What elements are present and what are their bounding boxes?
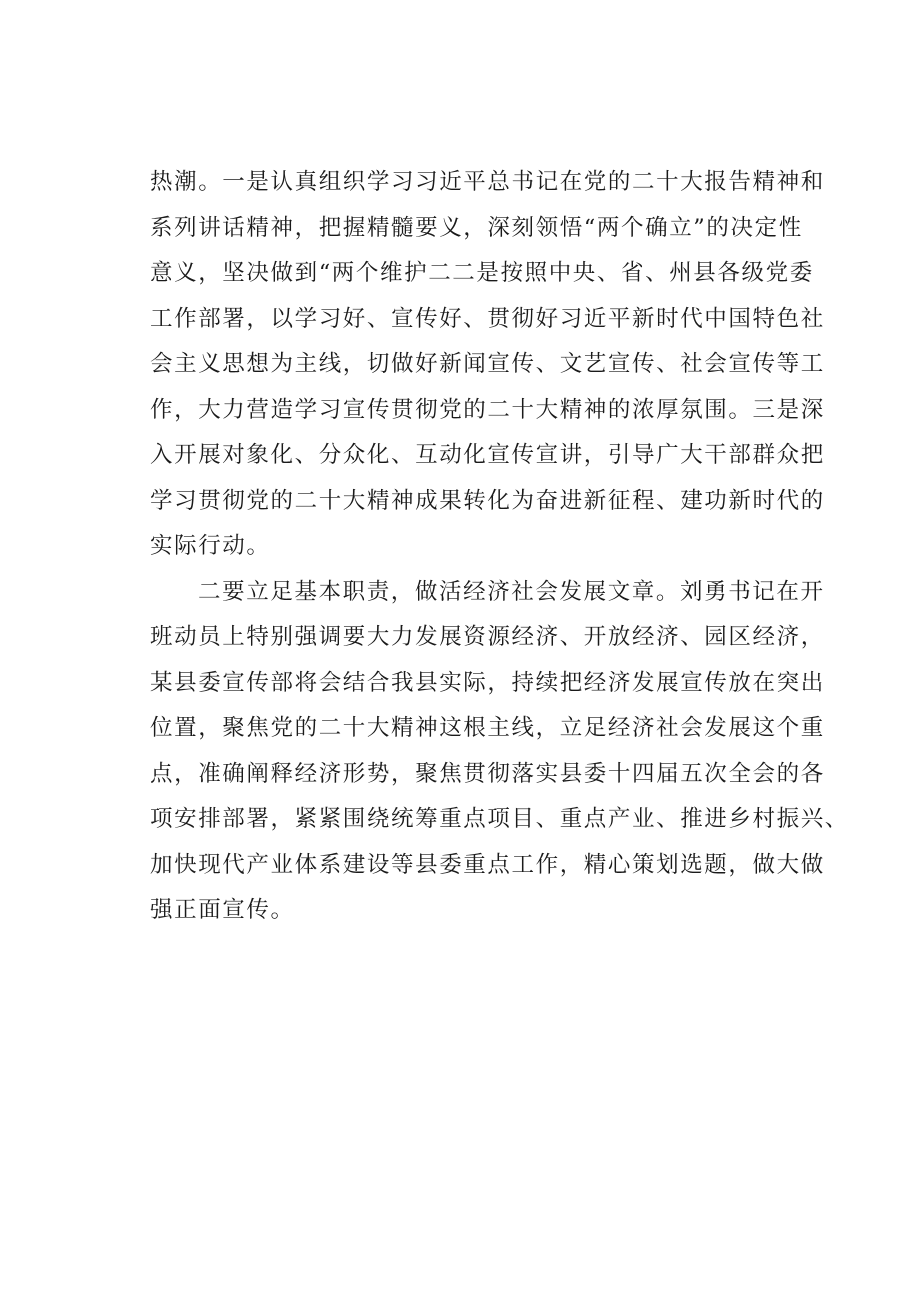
- text-line: 入开展对象化、分众化、互动化宣传宣讲，引导广大干部群众把: [150, 442, 825, 468]
- text-line: 点，准确阐释经济形势，聚焦贯彻落实县委十四届五次全会的各: [150, 760, 825, 787]
- text-line: 加快现代产业体系建设等县委重点工作，精心策划选题，做大做: [150, 851, 825, 878]
- text-line: 系列讲话精神，把握精髓要义，深刻领悟“两个确立”的决定性: [150, 214, 803, 241]
- text-line: 学习贯彻党的二十大精神成果转化为奋进新征程、建功新时代的: [150, 487, 825, 514]
- body-text: [150, 160, 849, 934]
- text-line: 工作部署，以学习好、宣传好、贯彻好习近平新时代中国特色社: [150, 305, 825, 332]
- paragraph-1: [150, 160, 830, 570]
- text-line: 二要立足基本职责，做活经济社会发展文章。刘勇书记在开: [198, 578, 825, 605]
- text-line: 会主义思想为主线，切做好新闻宣传、文艺宣传、社会宣传等工: [150, 351, 825, 377]
- text-line: 强正面宣传。: [150, 897, 295, 923]
- text-line: 班动员上特别强调要大力发展资源经济、开放经济、园区经济，: [150, 624, 825, 650]
- text-line: 作，大力营造学习宣传贯彻党的二十大精神的浓厚氛围。三是深: [150, 396, 825, 423]
- text-line: 实际行动。: [150, 533, 271, 559]
- paragraph-2: [150, 570, 849, 934]
- text-line: 位置，聚焦党的二十大精神这根主线，立足经济社会发展这个重: [150, 715, 825, 741]
- text-line: 项安排部署，紧紧围绕统筹重点项目、重点产业、推进乡村振兴、: [150, 806, 849, 832]
- text-line: 某县委宣传部将会结合我县实际，持续把经济发展宣传放在突出: [150, 669, 825, 696]
- text-line: 热潮。一是认真组织学习习近平总书记在党的二十大报告精神和: [150, 169, 825, 195]
- text-line: 意义，坚决做到“两个维护二二是按照中央、省、州县各级党委: [150, 260, 814, 286]
